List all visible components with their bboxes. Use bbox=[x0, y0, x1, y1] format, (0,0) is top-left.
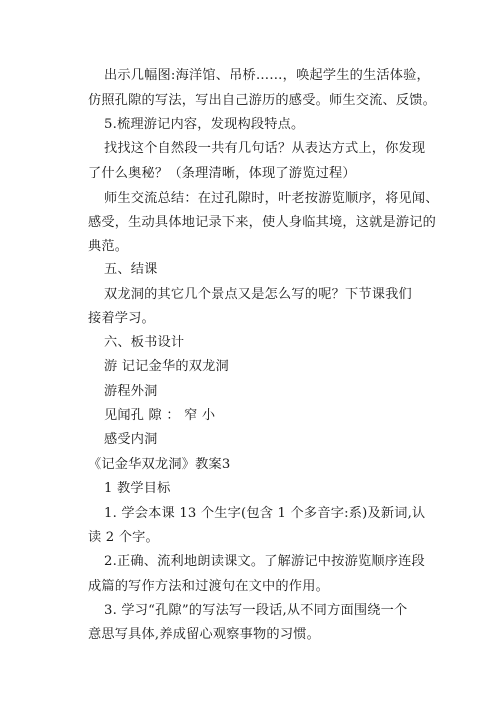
section-heading: 六、板书设计 bbox=[104, 335, 185, 350]
objective-line: 成篇的写作方法和过渡句在文中的作用。 bbox=[88, 579, 329, 594]
board-design-line: 游程外洞 bbox=[104, 384, 158, 399]
lesson-plan-title: 《记金华双龙洞》教案3 bbox=[88, 457, 231, 472]
board-design-line: 见闻孔 隙 ： 窄 小 bbox=[104, 408, 216, 423]
section-heading: 五、结课 bbox=[104, 262, 158, 277]
objective-line: 意思写具体,养成留心观察事物的习惯。 bbox=[88, 627, 320, 642]
objective-line: 3. 学习“孔隙”的写法写一段话,从不同方面围绕一个 bbox=[104, 603, 408, 618]
objective-line: 1. 学会本课 13 个生字(包含 1 个多音字:系)及新词,认 bbox=[104, 506, 426, 521]
paragraph-line: 找找这个自然段一共有几句话？从表达方式上，你发现 bbox=[104, 141, 426, 156]
paragraph-line: 仿照孔隙的写法，写出自己游历的感受。师生交流、反馈。 bbox=[88, 93, 437, 108]
paragraph-line: 感受，生动具体地记录下来，使人身临其境，这就是游记的 bbox=[88, 215, 437, 230]
section-heading: 1 教学目标 bbox=[104, 481, 171, 496]
objective-line: 读 2 个字。 bbox=[88, 530, 159, 545]
paragraph-line: 接着学习。 bbox=[88, 311, 155, 326]
paragraph-line: 典范。 bbox=[88, 239, 129, 254]
paragraph-line: 双龙洞的其它几个景点又是怎么写的呢？下节课我们 bbox=[104, 287, 412, 302]
step-heading: 5.梳理游记内容，发现构段特点。 bbox=[104, 117, 305, 132]
board-design-line: 感受内洞 bbox=[104, 432, 158, 447]
paragraph-line: 师生交流总结：在过孔隙时，叶老按游览顺序，将见闻、 bbox=[104, 191, 439, 206]
paragraph-line: 出示几幅图:海洋馆、吊桥……，唤起学生的生活体验， bbox=[104, 68, 430, 83]
objective-line: 2.正确、流利地朗读课文。了解游记中按游览顺序连段 bbox=[104, 554, 425, 569]
board-design-line: 游 记记金华的双龙洞 bbox=[104, 359, 229, 374]
paragraph-line: 了什么奥秘？（条理清晰，体现了游览过程） bbox=[88, 166, 356, 181]
